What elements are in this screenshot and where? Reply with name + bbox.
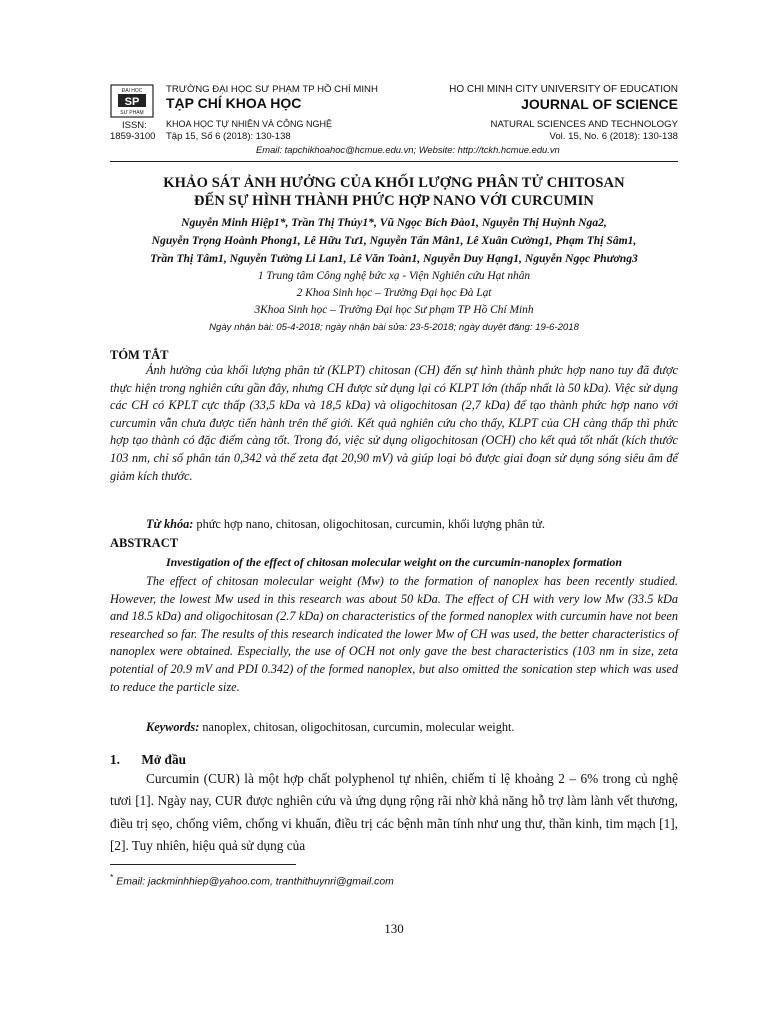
issn-label: ISSN: xyxy=(122,120,147,131)
footnote xyxy=(110,872,394,887)
authors-line-3: Trần Thị Tâm1, Nguyễn Tường Li Lan1, Lê Văn Toàn1, Nguyễn Duy Hạng1, Nguyễn Ngọc Phương3 xyxy=(150,252,638,265)
footnote-mark: * xyxy=(110,872,114,882)
university-name-vn: TRƯỜNG ĐẠI HỌC SƯ PHẠM TP HỒ CHÍ MINH xyxy=(166,84,378,95)
submission-dates: Ngày nhận bài: 05-4-2018; ngày nhận bài sửa: 23-5-2018; ngày duyệt đăng: 19-6-2018 xyxy=(209,322,579,333)
section-1-title: Mở đầu xyxy=(141,752,186,767)
university-logo xyxy=(110,84,154,118)
abstract-title: Investigation of the effect of chitosan molecular weight on the curcumin-nanoplex formation xyxy=(166,555,622,569)
footnote-text: Email: jackminhhiep@yahoo.com, tranthithuynri@gmail.com xyxy=(113,876,394,888)
affiliation-1: 1 Trung tâm Công nghệ bức xạ - Viện Nghiên cứu Hạt nhân xyxy=(257,270,531,282)
abstract-text: The effect of chitosan molecular weight (Mw) to the formation of nanoplex has been recently studied. However, the lowest Mw used in this research was about 50 kDa. The effect of CH with very low Mw (33.5 kDa and 18.5 kDa) and oligochitosan (2.7 kDa) on characteristics of the formed nanoplex with curcumin have not been researched so far. The results of this research indicated the lower Mw of CH was used, the better characteristics of nanoplex were obtained. Especially, the use of OCH not only gave the best characteristics (103 nm in size, zeta potential of 20.9 mV and PDI 0.342) of the formed nanoplex, but also omitted the sonication step which was used to reduce the particle size. xyxy=(110,574,678,694)
journal-contact: Email: tapchikhoahoc@hcmue.edu.vn; Website: http://tckh.hcmue.edu.vn xyxy=(256,144,560,155)
affiliation-3: 3Khoa Sinh học – Trường Đại học Sư phạm TP Hồ Chí Minh xyxy=(254,304,534,316)
logo-mid-text: SP xyxy=(124,96,140,108)
authors-line-2: Nguyễn Trọng Hoành Phong1, Lê Hữu Tư1, Nguyễn Tấn Mân1, Lê Xuân Cường1, Phạm Thị Sâm1, xyxy=(151,234,637,247)
journal-name-en: JOURNAL OF SCIENCE xyxy=(521,96,678,112)
university-logo-icon xyxy=(110,84,154,118)
summary-text: Ảnh hưởng của khối lượng phân tử (KLPT) chitosan (CH) đến sự hình thành phức hợp nano tuy đã được thực hiện trong nghiên cứu gần đây, nhưng CH được sử dụng lại có KLPT lớn (thấp nhất là 50 kDa). Việc sử dụng các CH có KPLT cực thấp (33,5 kDa và 18,5 kDa) và oligochitosan (2,7 kDa) để tạo thành phức hợp nano với curcumin vẫn chưa được tiến hành trên thế giới. Kết quả nghiên cứu cho thấy, KLPT của CH càng thấp thì phức hợp tạo thành có đặc điểm càng tốt. Trong đó, việc sử dụng oligochitosan (OCH) cho kết quả tốt nhất (kích thước 103 nm, chỉ số phân tán 0,342 và thế zeta đạt 20,90 mV) và giúp loại bỏ được giai đoạn sử dụng sóng siêu âm để giảm kích thước. xyxy=(110,363,678,483)
vn-keywords-text: phức hợp nano, chitosan, oligochitosan, curcumin, khối lượng phân tử. xyxy=(193,517,545,531)
issn-number: 1859-3100 xyxy=(110,131,156,142)
journal-header xyxy=(110,84,678,164)
logo-bottom-text: SƯ PHẠM xyxy=(120,110,144,116)
footnote-divider xyxy=(110,864,296,865)
field-name-vn: KHOA HỌC TỰ NHIÊN VÀ CÔNG NGHỆ xyxy=(166,119,333,129)
university-name-en: HO CHI MINH CITY UNIVERSITY OF EDUCATION xyxy=(449,84,678,95)
section-1-heading xyxy=(110,752,186,768)
issue-info-vn: Tập 15, Số 6 (2018): 130-138 xyxy=(166,131,291,142)
affiliation-2: 2 Khoa Sinh học – Trường Đại học Đà Lạt xyxy=(296,287,492,299)
authors-line-1: Nguyễn Minh Hiệp1*, Trần Thị Thủy1*, Vũ Ngọc Bích Đào1, Nguyễn Thị Huỳnh Nga2, xyxy=(181,216,607,229)
section-1-number: 1. xyxy=(110,752,120,767)
vn-keywords-label: Từ khóa: xyxy=(146,517,194,531)
journal-name-vn: TẠP CHÍ KHOA HỌC xyxy=(166,95,302,111)
section-1-text: Curcumin (CUR) là một hợp chất polyphenol tự nhiên, chiếm tỉ lệ khoảng 2 – 6% trong củ nghệ tươi [1]. Ngày nay, CUR được nghiên cứu và ứng dụng rộng rãi nhờ khả năng hỗ trợ làm lành vết thương, điều trị sẹo, chống viêm, chống vi khuẩn, điều trị các bệnh mãn tính như ung thư, thần kinh, tim mạch [1], [2]. Tuy nhiên, hiệu quả sử dụng của xyxy=(110,771,678,853)
field-name-en: NATURAL SCIENCES AND TECHNOLOGY xyxy=(490,119,678,130)
header-divider xyxy=(110,161,678,162)
page-number: 130 xyxy=(384,921,404,936)
abstract-heading: ABSTRACT xyxy=(110,536,179,550)
logo-top-text: ĐẠI HỌC xyxy=(121,88,143,94)
en-keywords-text: nanoplex, chitosan, oligochitosan, curcumin, molecular weight. xyxy=(199,720,515,734)
issue-info-en: Vol. 15, No. 6 (2018): 130-138 xyxy=(549,131,678,142)
article-title-line-1: KHẢO SÁT ẢNH HƯỞNG CỦA KHỐI LƯỢNG PHÂN TỬ CHITOSAN xyxy=(163,175,625,191)
vn-keywords xyxy=(146,517,545,532)
en-keywords-label: Keywords: xyxy=(146,720,200,734)
summary-heading: TÓM TẮT xyxy=(110,348,169,362)
en-keywords xyxy=(146,720,515,735)
article-title-line-2: ĐẾN SỰ HÌNH THÀNH PHỨC HỢP NANO VỚI CURCUMIN xyxy=(194,193,594,209)
